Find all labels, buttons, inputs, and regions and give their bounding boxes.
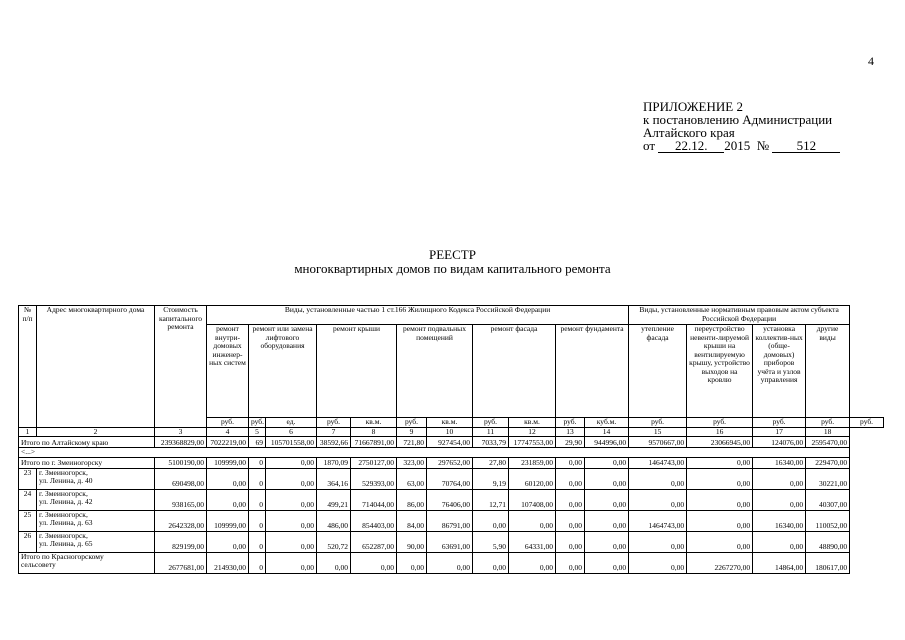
value-cell: 520,72 [317,531,351,552]
value-cell: 0,00 [687,531,753,552]
value-cell: 0,00 [266,489,317,510]
value-cell: 40307,00 [806,489,850,510]
value-cell: 7022219,00 [207,437,249,448]
row-address [37,531,155,552]
sub-meters-header: установка коллектив-ных (обще-домовых) приборов учёта и узлов управления [753,325,806,418]
value-cell: 0,00 [687,457,753,468]
value-cell: 721,80 [397,437,427,448]
sub-roof-conversion-header: переустройство невенти-лируемой крыши на вентилируемую крышу, устройство выходов на кровлю [687,325,753,418]
row-number: 25 [19,510,37,531]
value-cell: 76406,00 [427,489,473,510]
appendix-line2: к постановлению Администрации [643,112,833,127]
value-cell: 0,00 [585,510,629,531]
value-cell: 17747553,00 [509,437,556,448]
col-number: 17 [753,427,806,437]
value-cell: 16340,00 [753,457,806,468]
col-number: 14 [585,427,629,437]
value-cell: 109999,00 [207,457,249,468]
unit-cell: руб. [687,418,753,428]
unit-cell: руб. [806,418,850,428]
value-cell: 0,00 [266,510,317,531]
value-cell: 86791,00 [427,510,473,531]
register-title-block [0,248,905,276]
value-cell: 71667891,00 [351,437,397,448]
sub-elevator-header: ремонт или замена лифтового оборудования [249,325,317,418]
decree-date: 22.12. [658,140,724,153]
value-cell: 231859,00 [509,457,556,468]
register-table [18,305,884,574]
value-cell: 2267270,00 [687,552,753,573]
sub-basement-header: ремонт подвальных помещений [397,325,473,418]
value-cell: 9570667,00 [629,437,687,448]
from-label: от [643,138,656,153]
value-cell: 70764,00 [427,468,473,489]
value-cell: 0,00 [753,468,806,489]
value-cell: 1464743,00 [629,457,687,468]
value-cell: 714044,00 [351,489,397,510]
label-line: Итого по Красногорскому [21,552,104,561]
value-cell: 690498,00 [155,468,207,489]
group2-header: Виды, установленные нормативным правовым актом субъекта Российской Федерации [629,306,850,325]
appendix-line3: Алтайского края [643,125,735,140]
value-cell: 29,90 [556,437,585,448]
value-cell: 0,00 [585,531,629,552]
col-address-header: Адрес многоквартирного дома [37,306,155,428]
value-cell: 0,00 [473,510,509,531]
unit-cell: руб. [629,418,687,428]
unit-cell: ед. [266,418,317,428]
value-cell: 0,00 [585,489,629,510]
value-cell: 0,00 [556,510,585,531]
page-number: 4 [868,54,874,68]
appendix-block [643,100,840,153]
col-number: 10 [427,427,473,437]
group1-header: Виды, установленные частью 1 ст.166 Жилищного Кодекса Российской Федерации [207,306,629,325]
value-cell: 64331,00 [509,531,556,552]
ellipsis-cell: <...> [19,448,850,458]
number-label: № [756,138,770,153]
value-cell: 0,00 [266,531,317,552]
value-cell: 0,00 [556,552,585,573]
value-cell: 27,80 [473,457,509,468]
value-cell: 1464743,00 [629,510,687,531]
row-label: Итого по г. Змеиногорску [19,457,155,468]
value-cell: 2677681,00 [155,552,207,573]
value-cell: 9,19 [473,468,509,489]
value-cell: 0,00 [753,489,806,510]
value-cell: 0,00 [509,552,556,573]
unit-cell: руб. [753,418,806,428]
table-row [19,531,884,552]
value-cell: 927454,00 [427,437,473,448]
value-cell: 0,00 [207,531,249,552]
row-number: 26 [19,531,37,552]
value-cell: 84,00 [397,510,427,531]
value-cell: 0,00 [509,510,556,531]
value-cell: 0,00 [687,489,753,510]
appendix-title: ПРИЛОЖЕНИЕ 2 [643,99,743,114]
header-row-1 [19,306,884,325]
value-cell: 0,00 [687,468,753,489]
value-cell: 69 [249,437,266,448]
value-cell: 0 [249,468,266,489]
value-cell: 63,00 [397,468,427,489]
value-cell: 829199,00 [155,531,207,552]
column-numbers-row [19,427,884,437]
value-cell: 652287,00 [351,531,397,552]
value-cell: 90,00 [397,531,427,552]
value-cell: 529393,00 [351,468,397,489]
value-cell: 297652,00 [427,457,473,468]
table-row [19,489,884,510]
row-address [37,489,155,510]
value-cell: 0,00 [266,552,317,573]
table-row [19,468,884,489]
unit-cell: руб. [556,418,585,428]
col-number: 1 [19,427,37,437]
col-number: 7 [317,427,351,437]
value-cell: 0,00 [427,552,473,573]
value-cell: 7033,79 [473,437,509,448]
col-number: 4 [207,427,249,437]
col-number: 3 [155,427,207,437]
row-address [37,510,155,531]
sub-foundation-header: ремонт фундамента [556,325,629,418]
value-cell: 0,00 [207,489,249,510]
total-altai-row [19,437,884,448]
col-no-header: № п/п [19,306,37,428]
address-line: ул. Ленина, д. 65 [39,539,93,548]
value-cell: 180617,00 [806,552,850,573]
value-cell: 0,00 [556,531,585,552]
value-cell: 0,00 [585,552,629,573]
value-cell: 2595470,00 [806,437,850,448]
value-cell: 0,00 [629,468,687,489]
value-cell: 0,00 [266,457,317,468]
value-cell: 30221,00 [806,468,850,489]
col-number: 15 [629,427,687,437]
decree-year: 2015 [724,138,751,153]
unit-cell: руб. [473,418,509,428]
value-cell: 0,00 [207,468,249,489]
sub-facade-header: ремонт фасада [473,325,556,418]
value-cell: 0,00 [687,510,753,531]
col-number: 8 [351,427,397,437]
value-cell: 48890,00 [806,531,850,552]
value-cell: 486,00 [317,510,351,531]
unit-cell: руб. [317,418,351,428]
unit-cell: руб. [397,418,427,428]
value-cell: 239368829,00 [155,437,207,448]
unit-cell: руб. [249,418,266,428]
register-subtitle: многоквартирных домов по видам капитального ремонта [294,261,611,276]
row-number: 23 [19,468,37,489]
value-cell: 0,00 [585,468,629,489]
table-row [19,510,884,531]
row-number: 24 [19,489,37,510]
row-label [19,552,155,573]
value-cell: 38592,66 [317,437,351,448]
value-cell: 109999,00 [207,510,249,531]
value-cell: 938165,00 [155,489,207,510]
sub-other-header: другие виды [806,325,850,418]
register-title: РЕЕСТР [429,247,476,262]
value-cell: 0,00 [585,457,629,468]
value-cell: 0,00 [556,457,585,468]
value-cell: 60120,00 [509,468,556,489]
value-cell: 323,00 [397,457,427,468]
col-number: 18 [806,427,850,437]
address-line: г. Змеиногорск, [39,531,88,540]
col-number: 11 [473,427,509,437]
value-cell: 12,71 [473,489,509,510]
value-cell: 2642328,00 [155,510,207,531]
address-line: ул. Ленина, д. 40 [39,476,93,485]
value-cell: 0,00 [556,489,585,510]
value-cell: 0,00 [629,489,687,510]
col-number: 16 [687,427,753,437]
col-number: 5 [249,427,266,437]
value-cell: 5100190,00 [155,457,207,468]
value-cell: 0,00 [351,552,397,573]
value-cell: 0,00 [266,468,317,489]
total-krasnogorsk-row [19,552,884,573]
sub-roof-header: ремонт крыши [317,325,397,418]
value-cell: 0,00 [317,552,351,573]
value-cell: 124076,00 [753,437,806,448]
address-line: г. Змеиногорск, [39,468,88,477]
value-cell: 0,00 [629,531,687,552]
value-cell: 2750127,00 [351,457,397,468]
address-line: г. Змеиногорск, [39,489,88,498]
value-cell: 229470,00 [806,457,850,468]
value-cell: 0,00 [556,468,585,489]
value-cell: 0 [249,457,266,468]
value-cell: 63691,00 [427,531,473,552]
address-line: ул. Ленина, д. 42 [39,497,93,506]
col-number: 2 [37,427,155,437]
value-cell: 0 [249,489,266,510]
sub-insulation-header: утепление фасада [629,325,687,418]
appendix-date-line [643,139,840,153]
value-cell: 105701558,00 [266,437,317,448]
row-address [37,468,155,489]
col-cost-header: Стоимость капитального ремонта [155,306,207,428]
value-cell: 499,21 [317,489,351,510]
value-cell: 1870,09 [317,457,351,468]
value-cell: 0 [249,552,266,573]
unit-cell: куб.м. [585,418,629,428]
row-label: Итого по Алтайскому краю [19,437,155,448]
col-number: 9 [397,427,427,437]
col-number: 13 [556,427,585,437]
unit-cell: кв.м. [427,418,473,428]
ellipsis-row [19,448,884,458]
sub-engineering-header: ремонт внутри-домовых инженер-ных систем [207,325,249,418]
value-cell: 5,90 [473,531,509,552]
label-line: сельсовету [21,560,56,569]
col-number: 6 [266,427,317,437]
unit-cell: руб. [207,418,249,428]
unit-cell: руб. [850,418,884,428]
value-cell: 214930,00 [207,552,249,573]
value-cell: 0,00 [753,531,806,552]
unit-cell: кв.м. [509,418,556,428]
col-number: 12 [509,427,556,437]
address-line: г. Змеиногорск, [39,510,88,519]
total-zmeinogorsk-row [19,457,884,468]
value-cell: 23066945,00 [687,437,753,448]
unit-cell: кв.м. [351,418,397,428]
value-cell: 16340,00 [753,510,806,531]
value-cell: 0 [249,531,266,552]
value-cell: 944996,00 [585,437,629,448]
value-cell: 0,00 [473,552,509,573]
address-line: ул. Ленина, д. 63 [39,518,93,527]
value-cell: 14864,00 [753,552,806,573]
value-cell: 107408,00 [509,489,556,510]
value-cell: 86,00 [397,489,427,510]
value-cell: 0,00 [629,552,687,573]
value-cell: 854403,00 [351,510,397,531]
value-cell: 0,00 [397,552,427,573]
value-cell: 364,16 [317,468,351,489]
value-cell: 110052,00 [806,510,850,531]
value-cell: 0 [249,510,266,531]
decree-number: 512 [772,140,840,153]
